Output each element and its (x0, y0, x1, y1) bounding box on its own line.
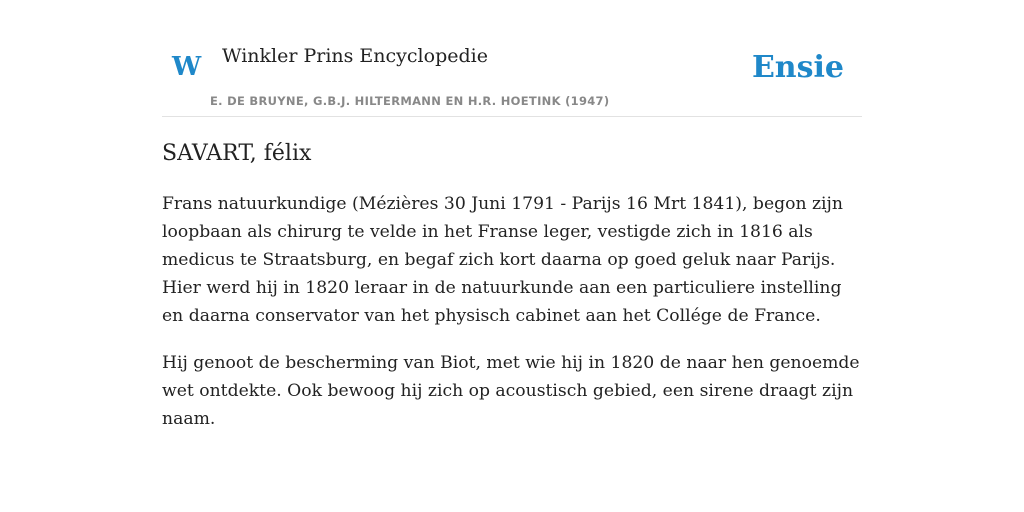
entry-paragraph: Hij genoot de bescherming van Biot, met wie hij in 1820 de naar hen genoemde wet ontdekte. Ook bewoog hij zich op acoustisch gebied, een sirene draagt zijn naam. (162, 353, 860, 429)
entry-body (162, 190, 862, 433)
book-logo-icon: W (172, 52, 202, 82)
entry-paragraph: Frans natuurkundige (Mézières 30 Juni 1791 - Parijs 16 Mrt 1841), begon zijn loopbaan als chirurg te velde in het Franse leger, vestigde zich in 1816 als medicus te Straatsburg, en begaf zich kort daarna op goed geluk naar Parijs. Hier werd hij in 1820 leraar in de natuurkunde aan een particuliere instelling en daarna conservator van het physisch cabinet aan het Collége de France. (162, 194, 843, 326)
ensie-brand-link[interactable]: Ensie (751, 50, 844, 85)
book-authors: E. DE BRUYNE, G.B.J. HILTERMANN EN H.R. HOETINK (1947) (210, 94, 610, 108)
entry-title: SAVART, félix (162, 141, 312, 166)
page (162, 0, 862, 433)
book-title[interactable]: Winkler Prins Encyclopedie (222, 45, 488, 67)
book-header (162, 0, 862, 117)
